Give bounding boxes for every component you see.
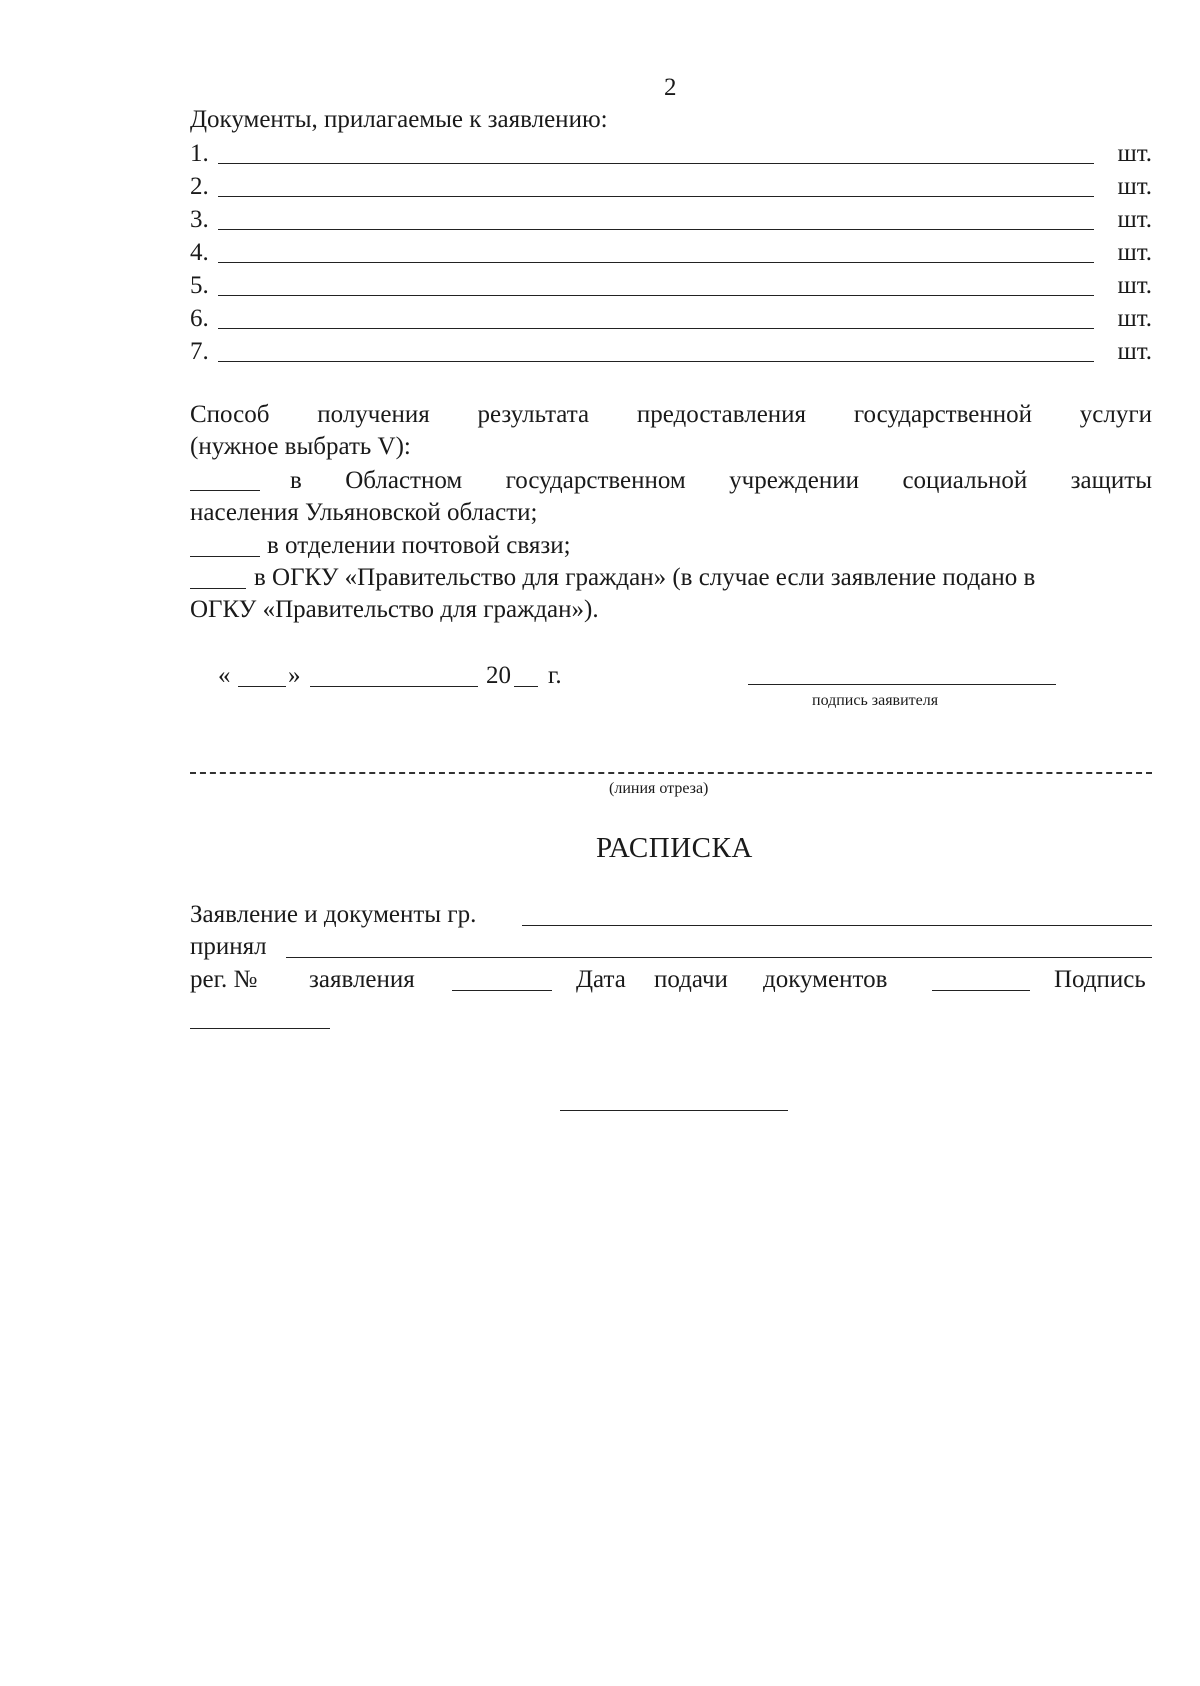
receipt-reg-number-blank[interactable]	[452, 990, 552, 991]
page-number: 2	[664, 74, 677, 101]
date-year-prefix: 20	[486, 662, 511, 689]
closing-rule	[560, 1110, 788, 1111]
attachment-number: 1.	[190, 140, 209, 167]
attachment-number: 5.	[190, 272, 209, 299]
option1-checkbox-blank[interactable]	[190, 490, 260, 491]
receipt-date-word: подачи	[654, 966, 728, 993]
attachment-number: 6.	[190, 305, 209, 332]
receipt-accepted-label: принял	[190, 933, 267, 960]
date-day-blank[interactable]	[238, 686, 286, 687]
attachment-number: 2.	[190, 173, 209, 200]
date-year-blank[interactable]	[514, 686, 538, 687]
date-year-suffix: г.	[548, 662, 562, 689]
date-close-quote: »	[288, 662, 301, 689]
receipt-date-blank[interactable]	[932, 990, 1030, 991]
method-word: Способ	[190, 401, 270, 428]
attachment-unit: шт.	[1117, 206, 1152, 233]
attachment-unit: шт.	[1117, 338, 1152, 365]
method-word: предоставления	[636, 401, 807, 428]
option3-line-2: ОГКУ «Правительство для граждан»).	[190, 596, 599, 623]
attachment-number: 4.	[190, 239, 209, 266]
receipt-date-word: документов	[763, 966, 888, 993]
attachment-blank[interactable]	[218, 328, 1094, 329]
applicant-signature-line[interactable]	[748, 684, 1056, 685]
attachment-number: 3.	[190, 206, 209, 233]
option1-word: Областном	[345, 467, 463, 494]
receipt-applicant-label: Заявление и документы гр.	[190, 901, 477, 928]
option1-word: в	[290, 467, 302, 494]
option2-text: в отделении почтовой связи;	[267, 532, 571, 559]
attachment-blank[interactable]	[218, 361, 1094, 362]
attachments-heading: Документы, прилагаемые к заявлению:	[190, 106, 608, 133]
signature-caption: подпись заявителя	[812, 692, 939, 709]
attachment-row	[190, 337, 1152, 367]
receipt-applicant-blank[interactable]	[522, 925, 1152, 926]
method-word: получения	[317, 401, 430, 428]
option1-word: государственном	[505, 467, 686, 494]
attachment-unit: шт.	[1117, 173, 1152, 200]
method-word: государственной	[853, 401, 1033, 428]
attachment-row	[190, 304, 1152, 334]
option1-word: учреждении	[729, 467, 860, 494]
cut-line-caption: (линия отреза)	[609, 780, 709, 797]
receipt-date-word: Дата	[576, 966, 626, 993]
attachment-blank[interactable]	[218, 229, 1094, 230]
option1-line-1	[290, 466, 1152, 496]
receipt-sign-label: Подпись	[1054, 966, 1146, 993]
option2-checkbox-blank[interactable]	[190, 556, 260, 557]
attachment-unit: шт.	[1117, 305, 1152, 332]
attachment-blank[interactable]	[218, 163, 1094, 164]
attachment-blank[interactable]	[218, 262, 1094, 263]
cut-line	[190, 772, 1152, 774]
receipt-reg-label: рег. №	[190, 966, 258, 993]
method-line-1	[190, 400, 1152, 430]
receipt-title: РАСПИСКА	[596, 832, 753, 864]
attachment-row	[190, 139, 1152, 169]
attachment-row	[190, 271, 1152, 301]
option1-word: социальной	[902, 467, 1028, 494]
attachment-row	[190, 172, 1152, 202]
attachment-blank[interactable]	[218, 196, 1094, 197]
method-word: услуги	[1079, 401, 1152, 428]
attachment-unit: шт.	[1117, 140, 1152, 167]
attachment-unit: шт.	[1117, 272, 1152, 299]
receipt-reg-word: заявления	[309, 966, 415, 993]
option1-line-2: населения Ульяновской области;	[190, 499, 538, 526]
receipt-accepted-blank[interactable]	[286, 957, 1152, 958]
attachment-row	[190, 238, 1152, 268]
date-month-blank[interactable]	[310, 686, 478, 687]
method-word: результата	[477, 401, 590, 428]
attachment-row	[190, 205, 1152, 235]
receipt-signature-blank[interactable]	[190, 1028, 330, 1029]
attachment-number: 7.	[190, 338, 209, 365]
option3-checkbox-blank[interactable]	[190, 588, 246, 589]
option1-word: защиты	[1070, 467, 1152, 494]
attachment-blank[interactable]	[218, 295, 1094, 296]
option3-line-1: в ОГКУ «Правительство для граждан» (в случае если заявление подано в	[254, 564, 1036, 591]
date-open-quote: «	[218, 662, 231, 689]
attachment-unit: шт.	[1117, 239, 1152, 266]
method-line-2: (нужное выбрать V):	[190, 433, 411, 460]
